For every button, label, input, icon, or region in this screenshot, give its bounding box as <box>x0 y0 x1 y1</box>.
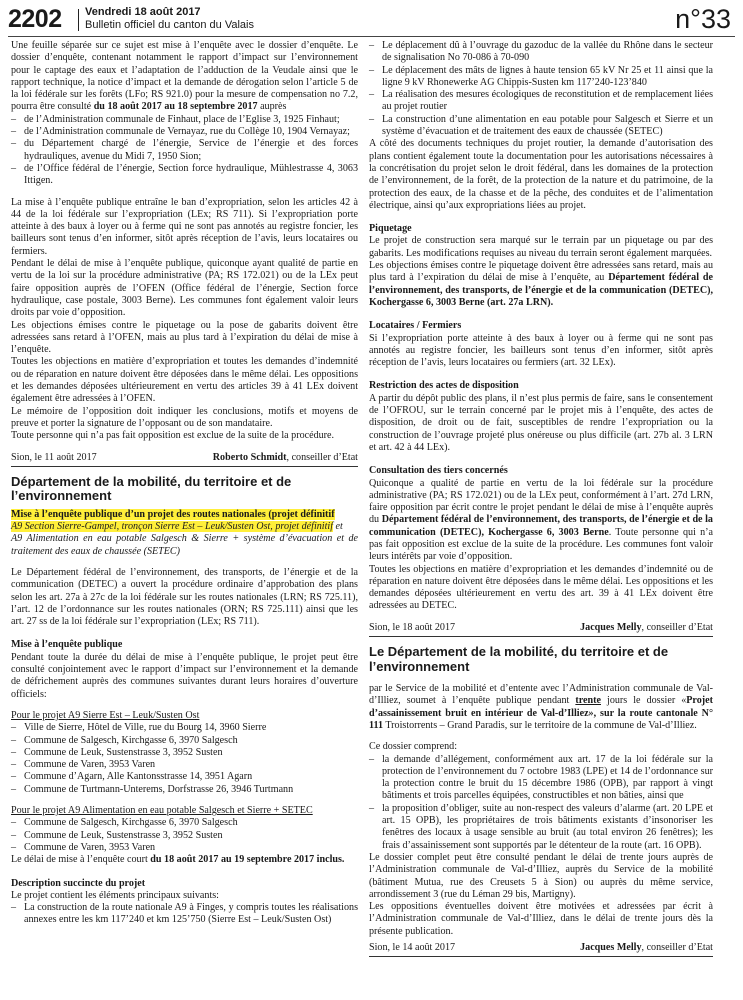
issue-date: Vendredi 18 août 2017 <box>85 6 201 18</box>
list-item: – de l’Administration communale de Finhaut, place de l’Eglise 3, 1925 Finhaut; <box>11 114 358 126</box>
project2-list <box>11 817 358 854</box>
expropriation-paragraph: La mise à l’enquête publique entraîne le ban d’expropriation, selon les articles 42 à 44 de la loi fédérale sur l’expropriation (LEx; RS 711). Si l’expropriation porte atteinte à des baux à loyer ou à ferme qui ne sont pas annotés au registre foncier, les bailleurs sont tenus d’en informer, sitôt après réception de l’avis, leurs locataires ou fermiers. <box>11 196 358 257</box>
right-column <box>369 40 713 957</box>
mise-paragraph: Pendant toute la durée du délai de mise à l’enquête publique, le projet peut être consulté conjointement avec le rapport d’impact sur l’environnement et la demande de défrichement auprès des communes suivantes durant leurs horaires d’ouverture officiels: <box>11 651 358 700</box>
list-item: – Commune de Leuk, Sustenstrasse 3, 3952 Susten <box>11 830 358 842</box>
exclusion-paragraph: Toute personne qui n’a pas fait opposition est exclue de la suite de la procédure. <box>11 430 335 442</box>
consultation-paragraph-2: Toutes les objections en matière d’expropriation et les demandes d’indemnité ou de réparation en nature doivent être déposées dans le même délai. Les oppositions et les demandes déposées ultérieurement en vertu des art. 39 à 41 LEx doivent être adressées au DETEC. <box>369 563 713 612</box>
list-item: – La construction de la route nationale A9 à Finges, y compris toutes les réalisations annexes entre les km 117’240 et km 125’750 (Sierre Est – Leuk/Susten Ost) <box>11 902 358 927</box>
section-heading: Mise à l’enquête publique <box>11 639 123 651</box>
list-item: – Le déplacement dû à l’ouvrage du gazoduc de la vallée du Rhône dans le secteur de signalisation No 70-086 à 70-090 <box>369 40 713 65</box>
desc-list <box>11 902 358 927</box>
consultation-paragraph: Quiconque a qualité de partie en vertu de la loi fédérale sur la procédure administrative (PA; RS 172.021) ou de la LEx peut, conformément à l’art. 27d LRN, faire opposition par écrit contre le projet pendant le délai de mise à l’enquête auprès du Département fédéral de l’environnement, des transports, de l’énergie et de la communication (DETEC), Kochergasse 6, 3003 Berne. Toute personne qui n’a pas fait opposition est exclue de la suite de la procédure. Les communes font valoir leurs intérêts par voie d’opposition. <box>369 477 714 563</box>
demands-paragraph: Toutes les objections en matière d’expropriation et toutes les demandes d’indemnité ou de réparation en nature doivent être déposées dans le même délai. Les oppositions et les demandes déposées ultérieurement en vertu des articles 39 à 41 LEx doivent également être adressées à l’OFEN. <box>11 356 358 405</box>
detec-paragraph: Le Département fédéral de l’environnement, des transports, de l’énergie et de la communication (DETEC) a ouvert la procédure ordinaire d’approbation des plans selon les art. 27a à 27c de la loi fédérale sur les routes nationales (LRN; RS 725.11), l’art. 12 de l’ordonnance sur les routes nationales (ORN; RS 725.111) ainsi que les art. 27 ss de la loi fédérale sur l’expropriation (LEx; RS 711). <box>11 566 358 628</box>
section-heading: Consultation des tiers concernés <box>369 465 508 477</box>
valdilliez-paragraph: par le Service de la mobilité et d’entente avec l’Administration communale de Val-d’Illiez, soumet à l’enquête publique pendant trente jours le dossier «Projet d’assainissement bruit en intérieur de Val-d’Illiez», sur la route cantonale N° 111 Troistorrents – Grand Paradis, sur le territoire de la commune de Val-d’Illiez. <box>369 683 713 731</box>
section-heading: Piquetage <box>369 223 412 235</box>
list-item: – Commune de Salgesch, Kirchgasse 6, 3970 Salgesch <box>11 817 358 829</box>
list-item: – la demande d’allégement, conformément aux art. 17 de la loi fédérale sur la protection de l’environnement du 7 octobre 1983 (LPE) et 14 de l’ordonnance sur la protection contre le bruit du 15 décembre 1986 (OPB), par rapport à vingt bâtiments et trois parcelles équipées, constructibles et non bâties, ainsi que <box>369 754 713 803</box>
project2-heading: Pour le projet A9 Alimentation en eau potable Salgesch et Sierre + SETEC <box>11 805 313 817</box>
signature-line: Sion, le 11 août 2017 Roberto Schmidt, conseiller d’Etat <box>11 452 358 467</box>
section-heading: Description succincte du projet <box>11 877 146 889</box>
intro-paragraph: Une feuille séparée sur ce sujet est mise à l’enquête avec le dossier d’enquête. Le dossier d’enquête, contenant notamment le rapport d’impact sur l’environnement pour le captage des eaux et l’adaptation de l’adduction de la Veudale ainsi que le rapport technique, la notice d’impact et la demande de dérogation selon l’article 5 de la loi fédérale sur les forêts (LFo; RS 921.0) pour la mesure de compensation no 7.2, pourra être consulté du 18 août 2017 au 18 septembre 2017 auprès <box>11 40 358 113</box>
signature-line: Sion, le 18 août 2017 Jacques Melly, conseiller d’Etat <box>369 622 713 637</box>
memoire-paragraph: Le mémoire de l’opposition doit indiquer les conclusions, motifs et moyens de preuve et porter la signature de l’opposant ou de son mandataire. <box>11 405 358 429</box>
list-item: – Ville de Sierre, Hôtel de Ville, rue du Bourg 14, 3960 Sierre <box>11 722 358 734</box>
project1-heading: Pour le projet A9 Sierre Est – Leuk/Susten Ost <box>11 709 200 721</box>
page-number: 2202 <box>8 5 62 33</box>
publication-name: Bulletin officiel du canton du Valais <box>85 19 254 31</box>
list-item: – la proposition d’obliger, suite au non-respect des valeurs d’alarme (art. 20 LPE et art. 15 OPB), les propriétaires de trois bâtiments existants d’insonoriser les fenêtres des locaux à usage sensible au bruit (au total environ 26 fenêtres); les frais d’assainissement sont supportés par le détenteur de la route (art. 16 OPB). <box>369 803 713 852</box>
left-column <box>11 40 358 927</box>
list-item: – La réalisation des mesures écologiques de reconstitution et de remplacement liées au projet routier <box>369 89 713 114</box>
list-item: – Commune de Varen, 3953 Varen <box>11 759 358 771</box>
list-item: – de l’Administration communale de Vernayaz, rue du Collège 10, 1904 Vernayaz; <box>11 126 358 138</box>
list-item: – Commune de Leuk, Sustenstrasse 3, 3952 Susten <box>11 747 358 759</box>
notice-subtitle: A9 Section Sierre-Gampel, tronçon Sierre Est – Leuk/Susten Ost, projet définitif et <box>11 521 343 533</box>
delai-paragraph: Le délai de mise à l’enquête court du 18 août 2017 au 19 septembre 2017 inclus. <box>11 854 345 866</box>
list-item: – du Département chargé de l’énergie, Service de l’énergie et des forces hydrauliques, avenue du Midi 7, 1950 Sion; <box>11 138 358 163</box>
section-heading: Locataires / Fermiers <box>369 320 462 332</box>
gabarits-paragraph: Les objections émises contre le piquetage ou la pose de gabarits doivent être adressées sans retard à l’OFEN, mais au plus tard à l’expiration du délai de mise à l’enquête. <box>11 319 358 356</box>
project-elements-list <box>369 40 713 138</box>
issue-number: n°33 <box>675 4 731 34</box>
list-item: – Commune de Salgesch, Kirchgasse 6, 3970 Salgesch <box>11 735 358 747</box>
piquetage-objection: Les objections émises contre le piquetage doivent être adressées sans retard, mais au plus tard à l’expiration du délai de mise à l’enquête, au Département fédéral de l’environnement, des transports, de l’énergie et de la communication (DETEC), Kochergasse 6, 3003 Berne (art. 27a LRN). <box>369 260 713 308</box>
documents-paragraph: A côté des documents techniques du projet routier, la demande d’autorisation des plans contient également toute la documentation pour les autorisations nécessaires à la concrétisation du projet selon le droit fédéral, dans les domaines de la protection de l’environnement, de la forêt, de la protection de la nature et du patrimoine, de la protection des eaux, de la chasse et de la pêche, des conduites et de l’alimentation électrique, ainsi qu’aux expropriations liées au projet. <box>369 138 713 211</box>
opposition-paragraph: Pendant le délai de mise à l’enquête publique, quiconque ayant qualité de partie en vertu de la loi sur la procédure administrative (PA; RS 172.021) ou de la LEx peut faire opposition auprès de l’OFEN (Office fédéral de l’énergie, Section force hydraulique, case postale, 3003 Berne). Les communes font également valoir leurs droits par voie d’opposition. <box>11 258 358 319</box>
locataires-paragraph: Si l’expropriation porte atteinte à des baux à loyer ou à ferme qui ne sont pas annotés au registre foncier, les bailleurs sont tenus d’en informer, sitôt après réception de l’avis, leurs locataires ou fermiers (art. 32 LEx). <box>369 332 713 369</box>
header-divider <box>78 9 79 31</box>
dossier-list <box>369 754 713 852</box>
notice-subtitle-alim: A9 Alimentation en eau potable Salgesch & Sierre + système d’évacuation et de traitement des eaux de chaussée (SETEC) <box>11 533 358 557</box>
address-list <box>11 114 358 188</box>
list-item: – Commune d’Agarn, Alle Kantonsstrasse 14, 3951 Agarn <box>11 771 358 783</box>
department-title: Département de la mobilité, du territoire et de l’environnement <box>11 473 292 504</box>
dossier-intro: Ce dossier comprend: <box>369 741 458 753</box>
header-rule <box>8 36 735 37</box>
list-item: – La construction d’une alimentation en eau potable pour Salgesch et Sierre et un système d’évacuation et de traitement des eaux de chaussée (SETEC) <box>369 114 713 139</box>
consult-paragraph: Le dossier complet peut être consulté pendant le délai de trente jours auprès de l’Administration communale de Val-d’Illiez, auprès du Service de la mobilité (bâtiment Mutua, rue des Creusets 5 à Sion) ou auprès du même service, arrondissement 3 (rue du Léman 29 bis, Martigny). <box>369 851 713 900</box>
list-item: – Le déplacement des mâts de lignes à haute tension 65 kV Nr 25 et 11 ainsi que la ligne 9 kV Rhonewerke AG Chippis-Susten km 117’240-123’840 <box>369 65 713 90</box>
oppositions-paragraph: Les oppositions éventuelles doivent être motivées et adressées par écrit à l’Administration communale de Val-d’Illiez, dans le délai de trente jours dès la présente publication. <box>369 901 713 937</box>
restriction-paragraph: A partir du dépôt public des plans, il n’est plus permis de faire, sans le consentement de l’OFROU, sur le terrain concerné par le projet mis à l’enquête, des actes de disposition, de droit ou de fait, susceptibles de rendre l’expropriation ou la construction de l’ouvrage projeté plus onéreuse ou plus difficile (art. 27b al. 3 LRN et art. 42 à 44 LEx). <box>369 392 713 453</box>
project1-list <box>11 722 358 796</box>
list-item: – Commune de Turtmann-Unterems, Dorfstrasse 26, 3946 Turtmann <box>11 784 358 796</box>
department-title: Le Département de la mobilité, du territoire et de l’environnement <box>369 644 669 674</box>
list-item: – Commune de Varen, 3953 Varen <box>11 842 358 854</box>
signature-line: Sion, le 14 août 2017 Jacques Melly, conseiller d’Etat <box>369 942 713 957</box>
notice-title: Mise à l’enquête publique d’un projet des routes nationales (projet définitif <box>11 508 335 520</box>
page-header <box>8 6 735 34</box>
list-item: – de l’Office fédéral de l’énergie, Section force hydraulique, Mühlestrasse 4, 3063 Ittigen. <box>11 163 358 188</box>
section-heading: Restriction des actes de disposition <box>369 380 519 392</box>
piquetage-paragraph: Le projet de construction sera marqué sur le terrain par un piquetage ou par des gabarits. Les modifications requises au niveau du terrain seront également marquées. <box>369 235 713 259</box>
desc-intro: Le projet contient les éléments principaux suivants: <box>11 889 219 901</box>
